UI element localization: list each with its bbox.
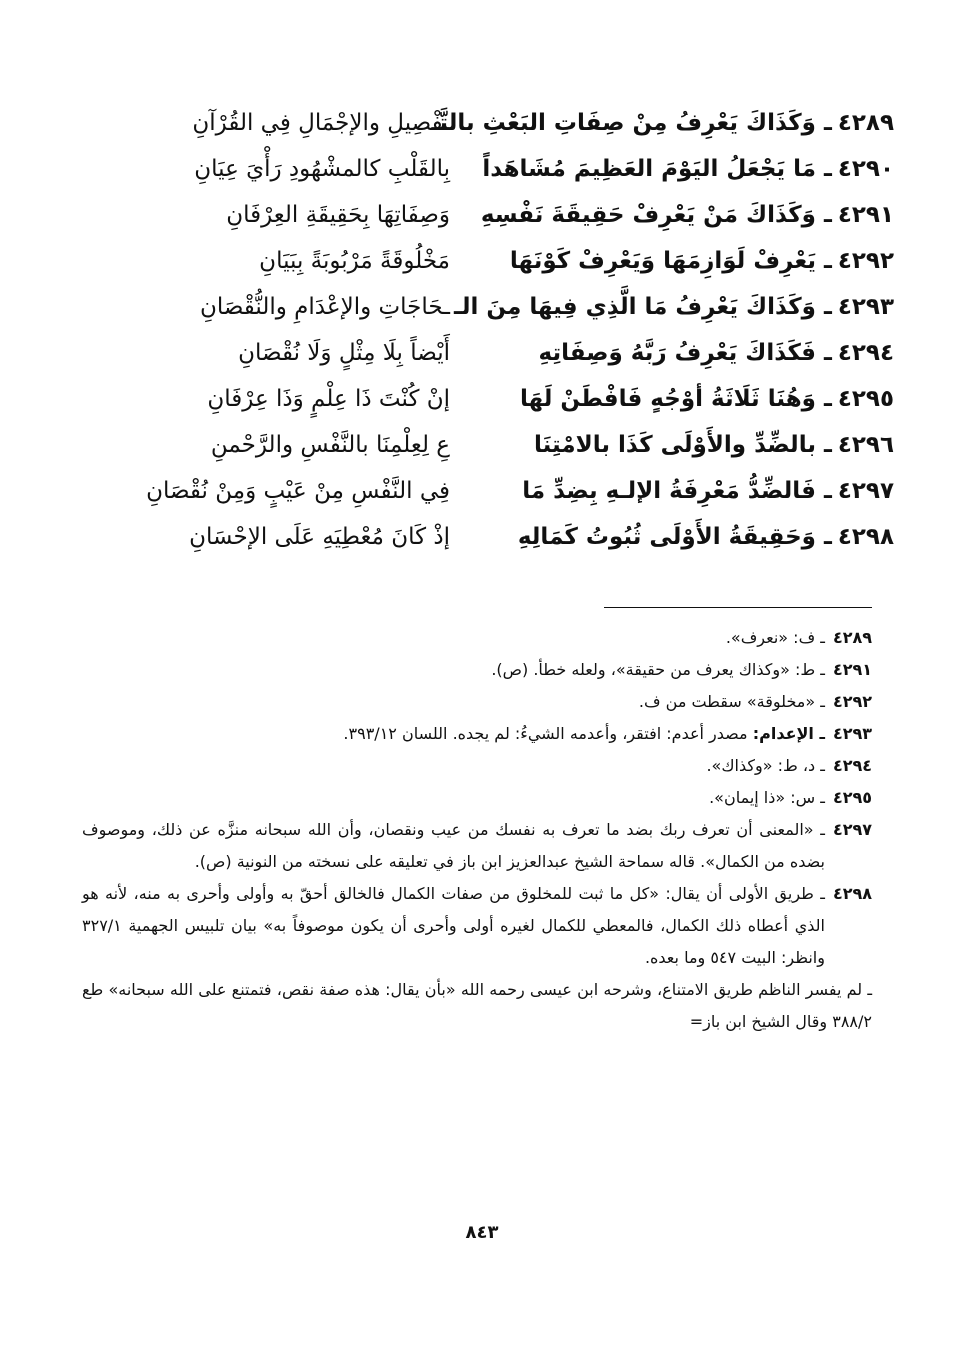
verse-first-hemistich [480,192,894,238]
footnote-number: ٤٢٩٢ [832,692,872,711]
verse-number: ٤٢٨٩ [837,110,894,136]
footnote-text: ـ طريق الأولى أن يقال: «كل ما ثبت للمخلوق من صفات الكمال فالخالق أحقّ به وأولى وأحرى به منه، لأنه هو الذي أعطاه ذلك الكمال، فالمعطي للكمال لغيره أولى وأحرى أن يكون موصوفاً به» بيان تلبيس الجهمية ٣٢٧/١ وانظر: البيت ٥٤٧ وما بعده. [82,884,825,967]
verse-second-hemistich: ـفْصِيلِ والإجْمَالِ فِي القُرْآنِ [192,110,450,136]
verse-line [70,468,894,514]
verse-sadr-text: ـ وَهُنَا ثَلَاثَةُ أوْجُهٍ فَافْطَنْ لَهَا [519,386,832,412]
verse-second-hemistich: مَخْلُوقَةً مَرْبُوبَةً بِبَيَانِ [259,248,450,274]
verse-sadr-text: ـ فَكَذَاكَ يَعْرِفُ رَبَّهُ وَصِفَاتِهِ [538,340,832,366]
footnote-separator [604,607,872,608]
footnote-text [82,718,825,750]
verse-line [70,514,894,560]
verse-first-hemistich [494,468,894,514]
verse-line [70,422,894,468]
verse-first-hemistich [494,238,894,284]
verse-second-hemistich: أَيْضاً بِلَا مِثْلٍ وَلَا نُقْصَانِ [238,340,450,366]
verse-number: ٤٢٩٦ [837,432,894,458]
verse-second-hemistich: فِي النَّفْسِ مِنْ عَيْبٍ وَمِنْ نُقْصَانِ [146,478,450,504]
footnote [82,718,872,750]
verse-number: ٤٢٩٤ [837,340,894,366]
verse-number: ٤٢٩٢ [837,248,894,274]
verse-line [70,100,894,146]
verse-line [70,192,894,238]
verse-line [70,238,894,284]
verse-number: ٤٢٩٧ [837,478,894,504]
verse-second-hemistich: بِالقَلْبِ كالمشْهُودِ رَأْيَ عِيَانِ [194,156,450,182]
verse-first-hemistich [494,330,894,376]
verse-sadr-text: ـ مَا يَجْعَلُ اليَوْمَ العَظِيمَ مُشَاهَداً [482,156,832,182]
footnote-continuation: ـ لم يفسر الناظم طريق الامتناع، وشرحه ابن عيسى رحمه الله «بأن يقال: هذه صفة نقص، فتمتنع على الله سبحانه» طع ٣٨٨/٢ وقال الشيخ ابن باز= [82,980,872,1031]
verse-line [70,376,894,422]
verse-second-hemistich: وَصِفَاتِهَا بِحَقِيقَةِ العِرْفَانِ [226,202,450,228]
footnote-number: ٤٢٩٧ [832,820,872,839]
footnote [82,878,872,974]
verse-second-hemistich: عِ لِعِلْمِنَا بالنَّفْسِ والرَّحْمنِ [210,432,450,458]
footnote-number: ٤٢٩٥ [832,788,872,807]
footnote-number: ٤٢٩١ [832,660,872,679]
verse-sadr-text: ـ وَكَذَاكَ يَعْرِفُ مَا الَّذِي فِيهَا مِنَ الـ [454,294,832,320]
verse-number: ٤٢٩٠ [837,156,894,182]
verse-number: ٤٢٩٨ [837,524,894,550]
footnote [82,686,872,718]
footnote-definition: مصدر أعدم: افتقر، وأعدمه الشيءُ: لم يجده. اللسان ٣٩٣/١٢. [343,724,753,743]
footnote-number: ٤٢٨٩ [832,628,872,647]
footnote-text: ـ س: «ذا إيمان». [709,788,825,807]
verse-sadr-text: ـ فَالضِّدُّ مَعْرِفَةُ الإلـهِ بِضِدِّ مَا [522,478,832,504]
footnote-number: ٤٢٩٨ [832,884,872,903]
verse-number: ٤٢٩٥ [837,386,894,412]
poem-verses [70,100,894,560]
verse-line [70,146,894,192]
verse-first-hemistich [494,514,894,560]
page-number: ٨٤٣ [465,1222,499,1243]
footnote [82,814,872,878]
footnote [82,654,872,686]
verse-number: ٤٢٩٣ [837,294,894,320]
footnote-text: ـ ط: «وكذاك يعرف من حقيقة»، ولعله خطأ. (ص). [491,660,825,679]
footnote-text: ـ «مخلوقة» سقطت من ف. [638,692,825,711]
verse-second-hemistich: إذْ كَانَ مُعْطِيَهِ عَلَى الإحْسَانِ [189,524,450,550]
footnote-term: ـ الإعدام: [752,724,825,743]
verse-sadr-text: ـ وَكَذَاكَ يَعْرِفُ مِنْ صِفَاتِ البَعْثِ بالتَّـ [431,110,832,136]
verse-sadr-text: ـ بالضِّدِّ والأَوْلَى كَذَا بالامْتِنَا [533,432,832,458]
verse-second-hemistich: إنْ كُنْتَ ذَا عِلْمٍ وَذَا عِرْفَانِ [207,386,450,412]
verse-first-hemistich [431,100,894,146]
footnote-text: ـ ف: «نعرف». [725,628,825,647]
verse-line [70,330,894,376]
footnote-number: ٤٢٩٤ [832,756,872,775]
verse-first-hemistich [494,376,894,422]
verse-sadr-text: ـ وَكَذَاكَ مَنْ يَعْرِفْ حَقِيقَةَ نَفْسِهِ [480,202,832,228]
footnote [82,750,872,782]
verse-sadr-text: ـ يَعْرِفْ لَوَازِمَهَا وَيَعْرِفْ كَوْنَهَا [509,248,832,274]
verse-first-hemistich [454,284,894,330]
verse-number: ٤٢٩١ [837,202,894,228]
footnote-number: ٤٢٩٣ [832,724,872,743]
footnote-text: ـ د، ط: «وكذاك». [706,756,825,775]
verse-second-hemistich: ـحَاجَاتِ والإعْدَامِ والنُّقْصَانِ [199,294,450,320]
verse-first-hemistich [482,146,894,192]
footnote [82,622,872,654]
footnote [82,782,872,814]
verse-sadr-text: ـ وَحَقِيقَةُ الأَوْلَى ثُبُوتُ كَمَالِهِ [517,524,832,550]
footnote-text: ـ «المعنى أن تعرف ربك بضد ما تعرف به نفسك من عيب ونقصان، وأن الله سبحانه منزَّه عن ذلك، وموصوف بضده من الكمال». قاله سماحة الشيخ عبدالعزيز ابن باز في تعليقه على نسخته من النونية (ص). [82,820,825,871]
verse-first-hemistich [494,422,894,468]
footnotes [82,622,872,1038]
verse-line [70,284,894,330]
